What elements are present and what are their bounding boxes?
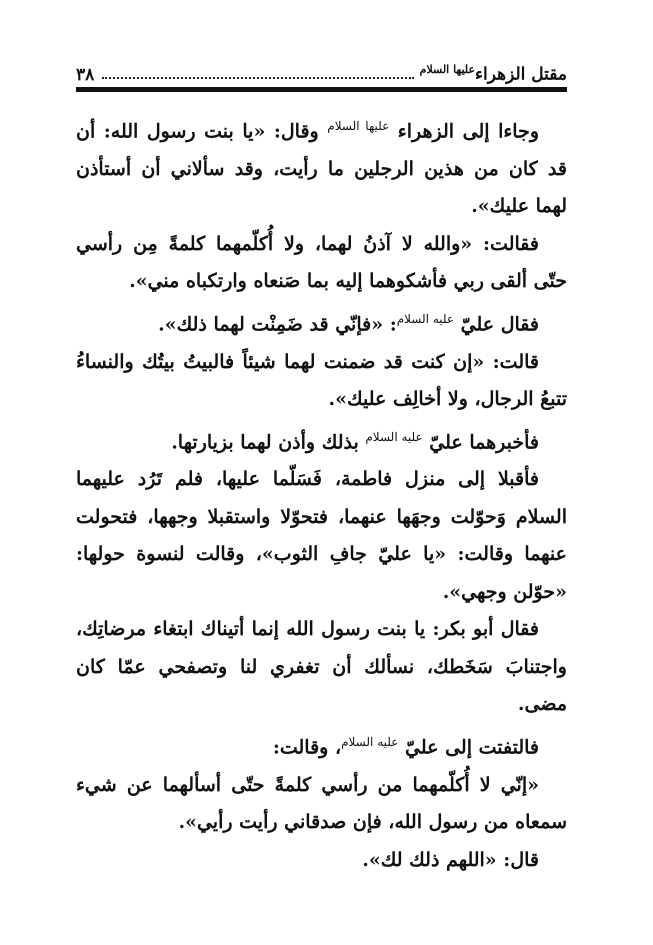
header-rule: [76, 87, 567, 92]
running-title: [414, 63, 567, 85]
paragraph-text: فالتفتت إلى عليّ: [398, 736, 539, 759]
paragraph-text: قال: «اللهم ذلك لك».: [362, 848, 539, 871]
page-header: [76, 57, 567, 85]
paragraph-5: [76, 419, 567, 462]
paragraph-text: فقال عليّ: [454, 313, 539, 336]
header-dot-leader: [102, 77, 413, 79]
paragraph-3: [76, 301, 567, 344]
paragraph-text: وقال: «يا بنت رسول الله: أن قد كان من هذين الرجلين ما رأيت، وقد سألاني أن أستأذن لهما عليك».: [76, 120, 567, 218]
running-title-text: مقتل الزهراء: [475, 65, 567, 85]
paragraph-text: قالت: «إن كنت قد ضمنت لهما شيئاً فالبيتُ بيتُك والنساءُ تتبعُ الرجال، ولا أخالِف عليك».: [76, 350, 567, 411]
paragraph-4: [76, 344, 567, 419]
paragraph-6: [76, 461, 567, 611]
paragraph-text: «إنّي لا أُكلّمهما من رأسي كلمةً حتّى أسألهما عن شيء سمعاه من رسول الله، فإن صدقاني رأيت رأيي».: [76, 773, 567, 834]
paragraph-text: وجاءا إلى الزهراء: [389, 120, 539, 143]
honorific-symbol: عليه السلام: [365, 429, 423, 444]
honorific-symbol: عليه السلام: [341, 734, 399, 749]
paragraph-8: [76, 724, 567, 767]
paragraph-2: [76, 226, 567, 301]
paragraph-text: فقالت: «والله لا آذنُ لهما، ولا أُكلّمهما كلمةً مِن رأسي حتّى ألقى ربي فأشكوهما إليه بما صَنعاه وارتكباه مني».: [76, 232, 567, 293]
paragraph-10: [76, 842, 567, 880]
paragraph-7: [76, 611, 567, 724]
page-body: [76, 108, 567, 879]
paragraph-text: بذلك وأذن لهما بزيارتها.: [171, 430, 366, 453]
paragraph-9: [76, 767, 567, 842]
paragraph-text: فأقبلا إلى منزل فاطمة، فَسَلّما عليها، فلم تَرُد عليهما السلام وَحوّلت وجهَها عنهما، فتحوّلا واستقبلا وجهها، فتحولت عنهما وقالت: «يا عليّ جافِ الثوب»، وقالت لنسوة حولها: «حوّلن وجهي».: [76, 468, 567, 603]
page-number: ٣٨: [76, 65, 95, 85]
paragraph-text: فأخبرهما عليّ: [422, 430, 539, 453]
paragraph-text: فقال أبو بكر: يا بنت رسول الله إنما أتيناك ابتغاء مرضاتِك، واجتنابَ سَخَطك، نسألك أن تغفري لنا وتصفحي عمّا كان مضى.: [76, 618, 567, 716]
honorific-symbol: عليه السلام: [396, 311, 455, 326]
paragraph-1: [76, 108, 567, 226]
paragraph-text: : «فإنّي قد ضَمِنْت لهما ذلك».: [158, 313, 397, 336]
paragraph-text: ، وقالت:: [272, 736, 342, 759]
honorific-symbol: عليها السلام: [327, 119, 390, 133]
honorific-symbol: عليها السلام: [419, 63, 476, 77]
